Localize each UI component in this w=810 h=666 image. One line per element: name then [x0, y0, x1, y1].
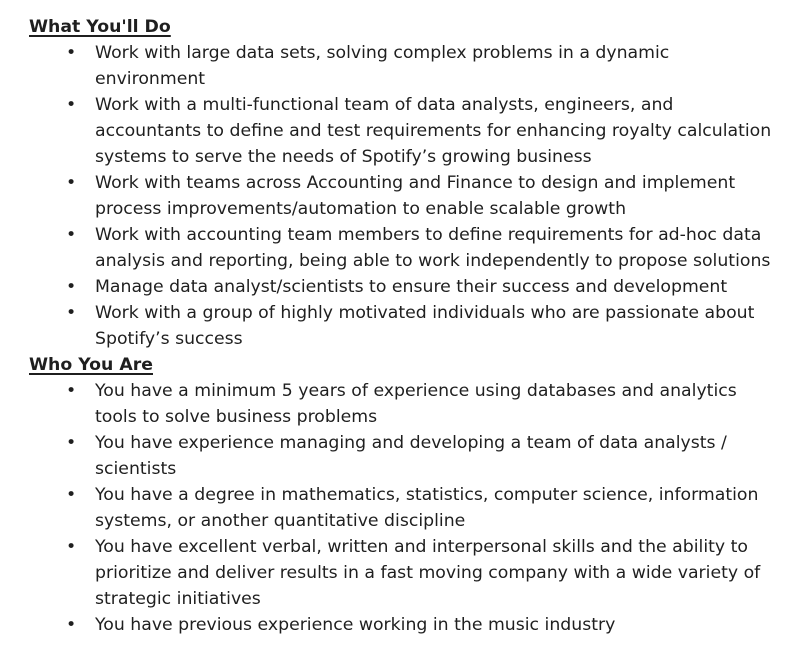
list-item-text: Work with teams across Accounting and Finance to design and implement process improvements/automation to enable scalable growth	[95, 173, 736, 219]
section-heading-what-youll-do: What You'll Do	[29, 17, 171, 37]
bullet-icon: •	[66, 433, 77, 453]
bullet-icon: •	[66, 95, 77, 115]
list-item	[29, 222, 781, 274]
list-item-text: You have previous experience working in the music industry	[95, 615, 616, 635]
list-item-text: Work with a group of highly motivated individuals who are passionate about Spotify’s success	[95, 303, 755, 349]
responsibilities-list	[29, 40, 781, 352]
list-item	[29, 170, 781, 222]
list-item	[29, 612, 781, 638]
list-item-text: You have excellent verbal, written and interpersonal skills and the ability to prioritize and deliver results in a fast moving company with a wide variety of strategic initiatives	[95, 537, 761, 609]
bullet-icon: •	[66, 615, 77, 635]
list-item	[29, 40, 781, 92]
list-item-text: Work with a multi-functional team of data analysts, engineers, and accountants to define and test requirements for enhancing royalty calculation systems to serve the needs of Spotify’s growing business	[95, 95, 772, 167]
list-item-text: Work with large data sets, solving complex problems in a dynamic environment	[95, 43, 670, 89]
bullet-icon: •	[66, 43, 77, 63]
bullet-icon: •	[66, 277, 77, 297]
bullet-icon: •	[66, 225, 77, 245]
list-item	[29, 378, 781, 430]
bullet-icon: •	[66, 173, 77, 193]
qualifications-list	[29, 378, 781, 638]
list-item	[29, 300, 781, 352]
list-item	[29, 534, 781, 612]
list-item	[29, 92, 781, 170]
list-item-text: Manage data analyst/scientists to ensure their success and development	[95, 277, 728, 297]
section-heading-who-you-are: Who You Are	[29, 355, 153, 375]
list-item-text: You have a minimum 5 years of experience using databases and analytics tools to solve business problems	[95, 381, 737, 427]
list-item	[29, 274, 781, 300]
bullet-icon: •	[66, 537, 77, 557]
list-item	[29, 430, 781, 482]
list-item-text: You have a degree in mathematics, statistics, computer science, information systems, or another quantitative discipline	[95, 485, 759, 531]
bullet-icon: •	[66, 485, 77, 505]
bullet-icon: •	[66, 303, 77, 323]
list-item-text: Work with accounting team members to define requirements for ad-hoc data analysis and reporting, being able to work independently to propose solutions	[95, 225, 771, 271]
bullet-icon: •	[66, 381, 77, 401]
list-item	[29, 482, 781, 534]
list-item-text: You have experience managing and developing a team of data analysts / scientists	[95, 433, 727, 479]
